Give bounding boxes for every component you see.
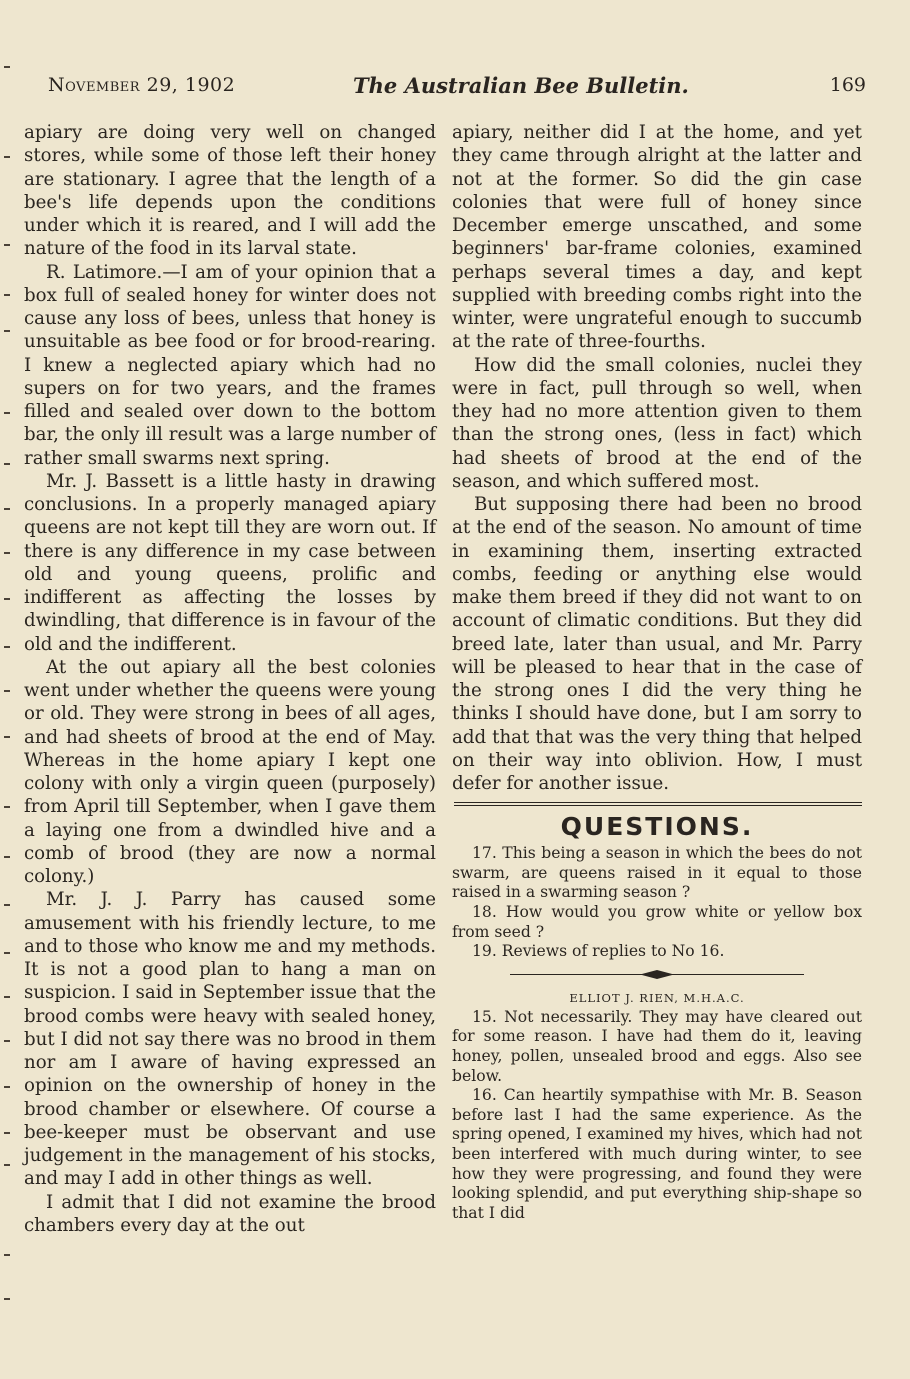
journal-title: The Australian Bee Bulletin. xyxy=(353,73,689,98)
paragraph: apiary are doing very well on changed stores, while some of those left their honey are stationary. I agree that the length of a bee's life depends upon the conditions under which it is reared, and I will add the nature of the food in its larval state. xyxy=(24,122,436,260)
reply-paragraph: 15. Not necessarily. They may have cleared out for some reason. I have had them do it, leaving honey, pollen, unsealed brood and eggs. Also see below. xyxy=(452,1007,862,1085)
question-item: 19. Reviews of replies to No 16. xyxy=(472,942,725,961)
page-number: 169 xyxy=(829,74,866,96)
diamond-ornament-icon xyxy=(640,970,674,979)
paragraph: But supposing there had been no brood at the end of the season. No amount of time in examining them, inserting extracted combs, feeding or anything else would make them breed if they did not want to on account of climatic conditions. But they did breed late, later than usual, and Mr. Parry will be pleased to hear that in the case of the strong ones I did the very thing he thinks I should have done, but I am sorry to add that that was the very thing that helped on their way into oblivion. How, I must defer for another issue. xyxy=(452,494,862,794)
reply-paragraph: 16. Can heartily sympathise with Mr. B. Season before last I had the same experience. As the spring opened, I examined my hives, which had not been interfered with much during winter, to see how they were progressing, and found they were looking splendid, and put everything ship-shape so that I did xyxy=(452,1086,862,1222)
questions-list xyxy=(452,844,862,962)
paragraph: How did the small colonies, nuclei they were in fact, pull through so well, when they had no more attention given to them than the strong ones, (less in fact) which had sheets of brood at the end of the season, and which suffered most. xyxy=(452,354,862,492)
ornamental-divider xyxy=(510,970,804,980)
right-column xyxy=(452,121,862,1223)
issue-date: November 29, 1902 xyxy=(48,74,236,96)
question-item: 17. This being a season in which the bees do not swarm, are queens raised in it equal to those raised in a swarming season ? xyxy=(452,844,862,902)
paragraph: R. Latimore.—I am of your opinion that a box full of sealed honey for winter does not cause any loss of bees, unless that honey is unsuitable as bee food or for brood-rearing. I knew a neglected apiary which had no supers on for two years, and the frames filled and sealed over down to the bottom bar, the only ill result was a large number of rather small swarms next spring. xyxy=(24,261,436,469)
paragraph: I admit that I did not examine the brood chambers every day at the out xyxy=(24,1191,436,1236)
reply-body xyxy=(452,1008,862,1224)
page-header xyxy=(48,73,866,102)
question-item: 18. How would you grow white or yellow box from seed ? xyxy=(452,903,862,941)
left-column xyxy=(24,121,436,1237)
paragraph: Mr. J. J. Parry has caused some amusement with his friendly lecture, to me and to those who know me and my methods. It is not a good plan to hang a man on suspicion. I said in September issue that the brood combs were heavy with sealed honey, but I did not say there was no brood in them nor am I aware of having expressed an opinion on the ownership of honey in the brood chamber or elsewhere. Of course a bee-keeper must be observant and use judgement in the management of his stocks, and may I add in other things as well. xyxy=(24,889,436,1190)
paragraph: Mr. J. Bassett is a little hasty in drawing conclusions. In a properly managed apiary queens are not kept till they are worn out. If there is any difference in my case between old and young queens, prolific and indifferent as affecting the losses by dwindling, that difference is in favour of the old and the indifferent. xyxy=(24,470,436,655)
paragraph: apiary, neither did I at the home, and yet they came through alright at the latter and not at the former. So did the gin case colonies that were full of honey since December emerge unscathed, and some beginners' bar-frame colonies, examined perhaps several times a day, and kept supplied with breeding combs right into the winter, were ungrateful enough to succumb at the rate of three-fourths. xyxy=(452,122,862,353)
binding-margin-marks xyxy=(0,0,20,1379)
paragraph: At the out apiary all the best colonies went under whether the queens were young or old. They were strong in bees of all ages, and had sheets of brood at the end of May. Whereas in the home apiary I kept one colony with only a virgin queen (purposely) from April till September, when I gave them a laying one from a dwindled hive and a comb of brood (they are now a normal colony.) xyxy=(24,656,436,887)
section-divider xyxy=(454,802,862,806)
questions-heading: QUESTIONS. xyxy=(560,812,754,842)
reply-author: ELLIOT J. RIEN, M.H.A.C. xyxy=(569,990,745,1005)
